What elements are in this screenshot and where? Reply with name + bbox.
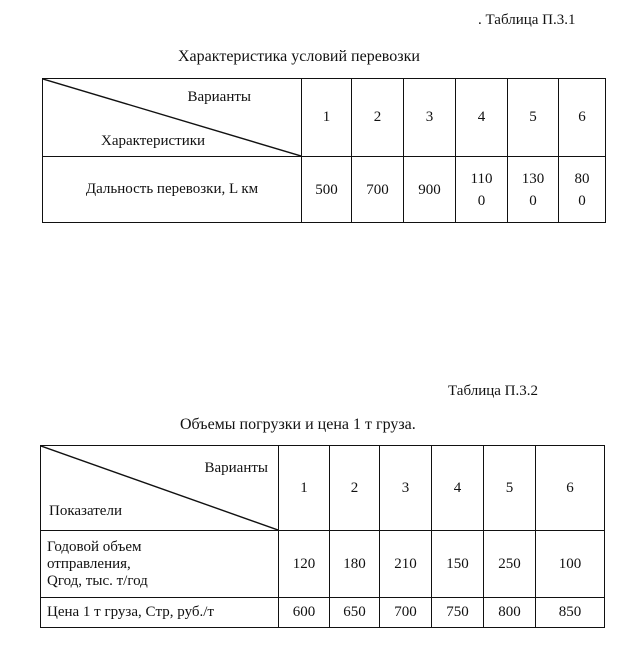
- table1-title: Характеристика условий перевозки: [178, 48, 420, 65]
- table1-label: . Таблица П.3.1: [478, 12, 576, 28]
- table2: [40, 445, 605, 628]
- table2-row2-value-6: 850: [536, 598, 605, 628]
- table2-row1-value-4: 150: [432, 531, 484, 598]
- table1-row-label: Дальность перевозки, L км: [43, 157, 302, 223]
- table2-row2-value-1: 600: [279, 598, 330, 628]
- table1-variant-3: 3: [404, 79, 456, 157]
- table2-row2-value-4: 750: [432, 598, 484, 628]
- table1: [42, 78, 606, 223]
- table2-label: Таблица П.3.2: [448, 383, 538, 399]
- table2-diagonal-header: [41, 446, 279, 531]
- table2-row-annual-volume: [41, 531, 605, 598]
- table2-title: Объемы погрузки и цена 1 т груза.: [180, 416, 416, 433]
- table1-variant-2: 2: [352, 79, 404, 157]
- table1-variant-4: 4: [456, 79, 508, 157]
- table1-header-characteristics: Характеристики: [101, 133, 206, 149]
- table1-value-2: 700: [352, 157, 404, 223]
- table2-row1-value-1: 120: [279, 531, 330, 598]
- table1-header-variants: Варианты: [187, 89, 251, 105]
- table2-row2-value-3: 700: [380, 598, 432, 628]
- table2-row2-value-5: 800: [484, 598, 536, 628]
- table2-variant-6: 6: [536, 446, 605, 531]
- table2-row1-value-5: 250: [484, 531, 536, 598]
- table1-variant-5: 5: [508, 79, 559, 157]
- table1-diagonal-header: [43, 79, 302, 157]
- table1-variant-6: 6: [559, 79, 606, 157]
- table2-header-indicators: Показатели: [49, 503, 122, 519]
- table2-row1-value-3: 210: [380, 531, 432, 598]
- table2-row1-value-2: 180: [330, 531, 380, 598]
- table2-row2-value-2: 650: [330, 598, 380, 628]
- table2-row-price: [41, 598, 605, 628]
- table2-row1-label: Годовой объем отправления, Qгод, тыс. т/год: [41, 531, 279, 598]
- table2-row1-value-6: 100: [536, 531, 605, 598]
- table1-header-row: [43, 79, 606, 157]
- table2-variant-5: 5: [484, 446, 536, 531]
- table2-variant-3: 3: [380, 446, 432, 531]
- table1-value-4: 110 0: [456, 157, 508, 223]
- table1-value-1: 500: [302, 157, 352, 223]
- table2-variant-2: 2: [330, 446, 380, 531]
- table1-value-5: 130 0: [508, 157, 559, 223]
- table1-variant-1: 1: [302, 79, 352, 157]
- table2-row2-label: Цена 1 т груза, Cтр, руб./т: [41, 598, 279, 628]
- table2-header-row: [41, 446, 605, 531]
- table1-data-row: [43, 157, 606, 223]
- table2-variant-4: 4: [432, 446, 484, 531]
- table1-value-6: 80 0: [559, 157, 606, 223]
- table2-header-variants: Варианты: [204, 460, 268, 476]
- table1-value-3: 900: [404, 157, 456, 223]
- table2-variant-1: 1: [279, 446, 330, 531]
